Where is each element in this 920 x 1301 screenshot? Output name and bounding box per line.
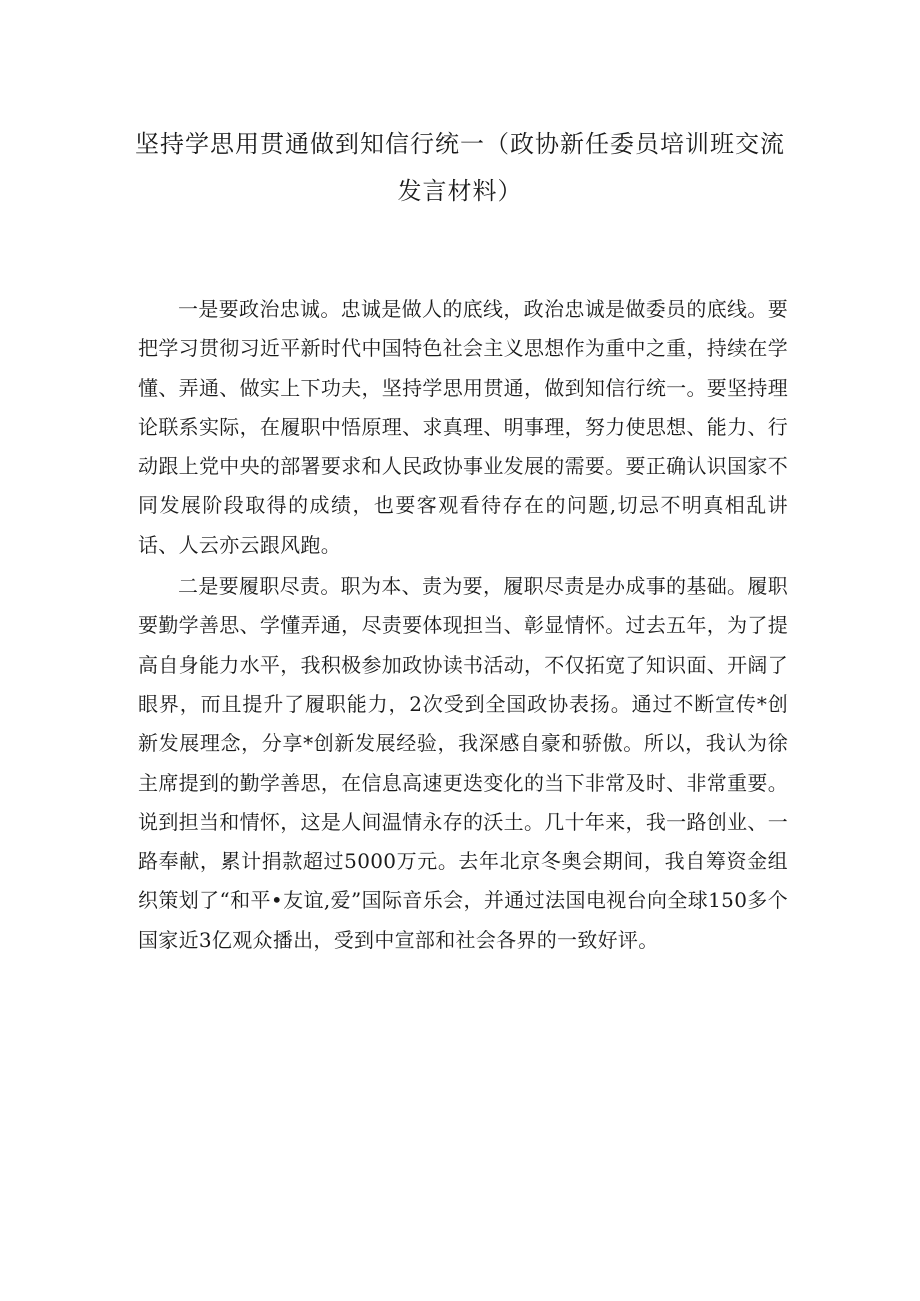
body-paragraph-2: 二是要履职尽责。职为本、责为要，履职尽责是办成事的基础。履职要勤学善思、学懂弄通，尽责要体现担当、彰显情怀。过去五年，为了提高自身能力水平，我积极参加政协读书活动，不仅拓宽了知识面、开阔了眼界，而且提升了履职能力，2次受到全国政协表扬。通过不断宣传*创新发展理念，分享*创新发展经验，我深感自豪和骄傲。所以，我认为徐主席提到的勤学善思，在信息高速更迭变化的当下非常及时、非常重要。说到担当和情怀，这是人间温情永存的沃土。几十年来，我一路创业、一路奉献，累计捐款超过5000万元。去年北京冬奥会期间，我自筹资金组织策划了“和平•友谊,爱”国际音乐会，并通过法国电视台向全球150多个国家近3亿观众播出，受到中宣部和社会各界的一致好评。	[138, 574, 788, 952]
document-title-line-2: 发言材料）	[397, 177, 523, 205]
body-paragraph-1: 一是要政治忠诚。忠诚是做人的底线，政治忠诚是做委员的底线。要把学习贯彻习近平新时代中国特色社会主义思想作为重中之重，持续在学懂、弄通、做实上下功夫，坚持学思用贯通，做到知信行统一。要坚持理论联系实际，在履职中悟原理、求真理、明事理，努力使思想、能力、行动跟上党中央的部署要求和人民政协事业发展的需要。要正确认识国家不同发展阶段取得的成绩，也要客观看待存在的问题,切忌不明真相乱讲话、人云亦云跟风跑。	[138, 297, 788, 557]
document-title-line-1: 坚持学思用贯通做到知信行统一（政协新任委员培训班交流	[135, 130, 785, 158]
document-body	[138, 290, 788, 962]
